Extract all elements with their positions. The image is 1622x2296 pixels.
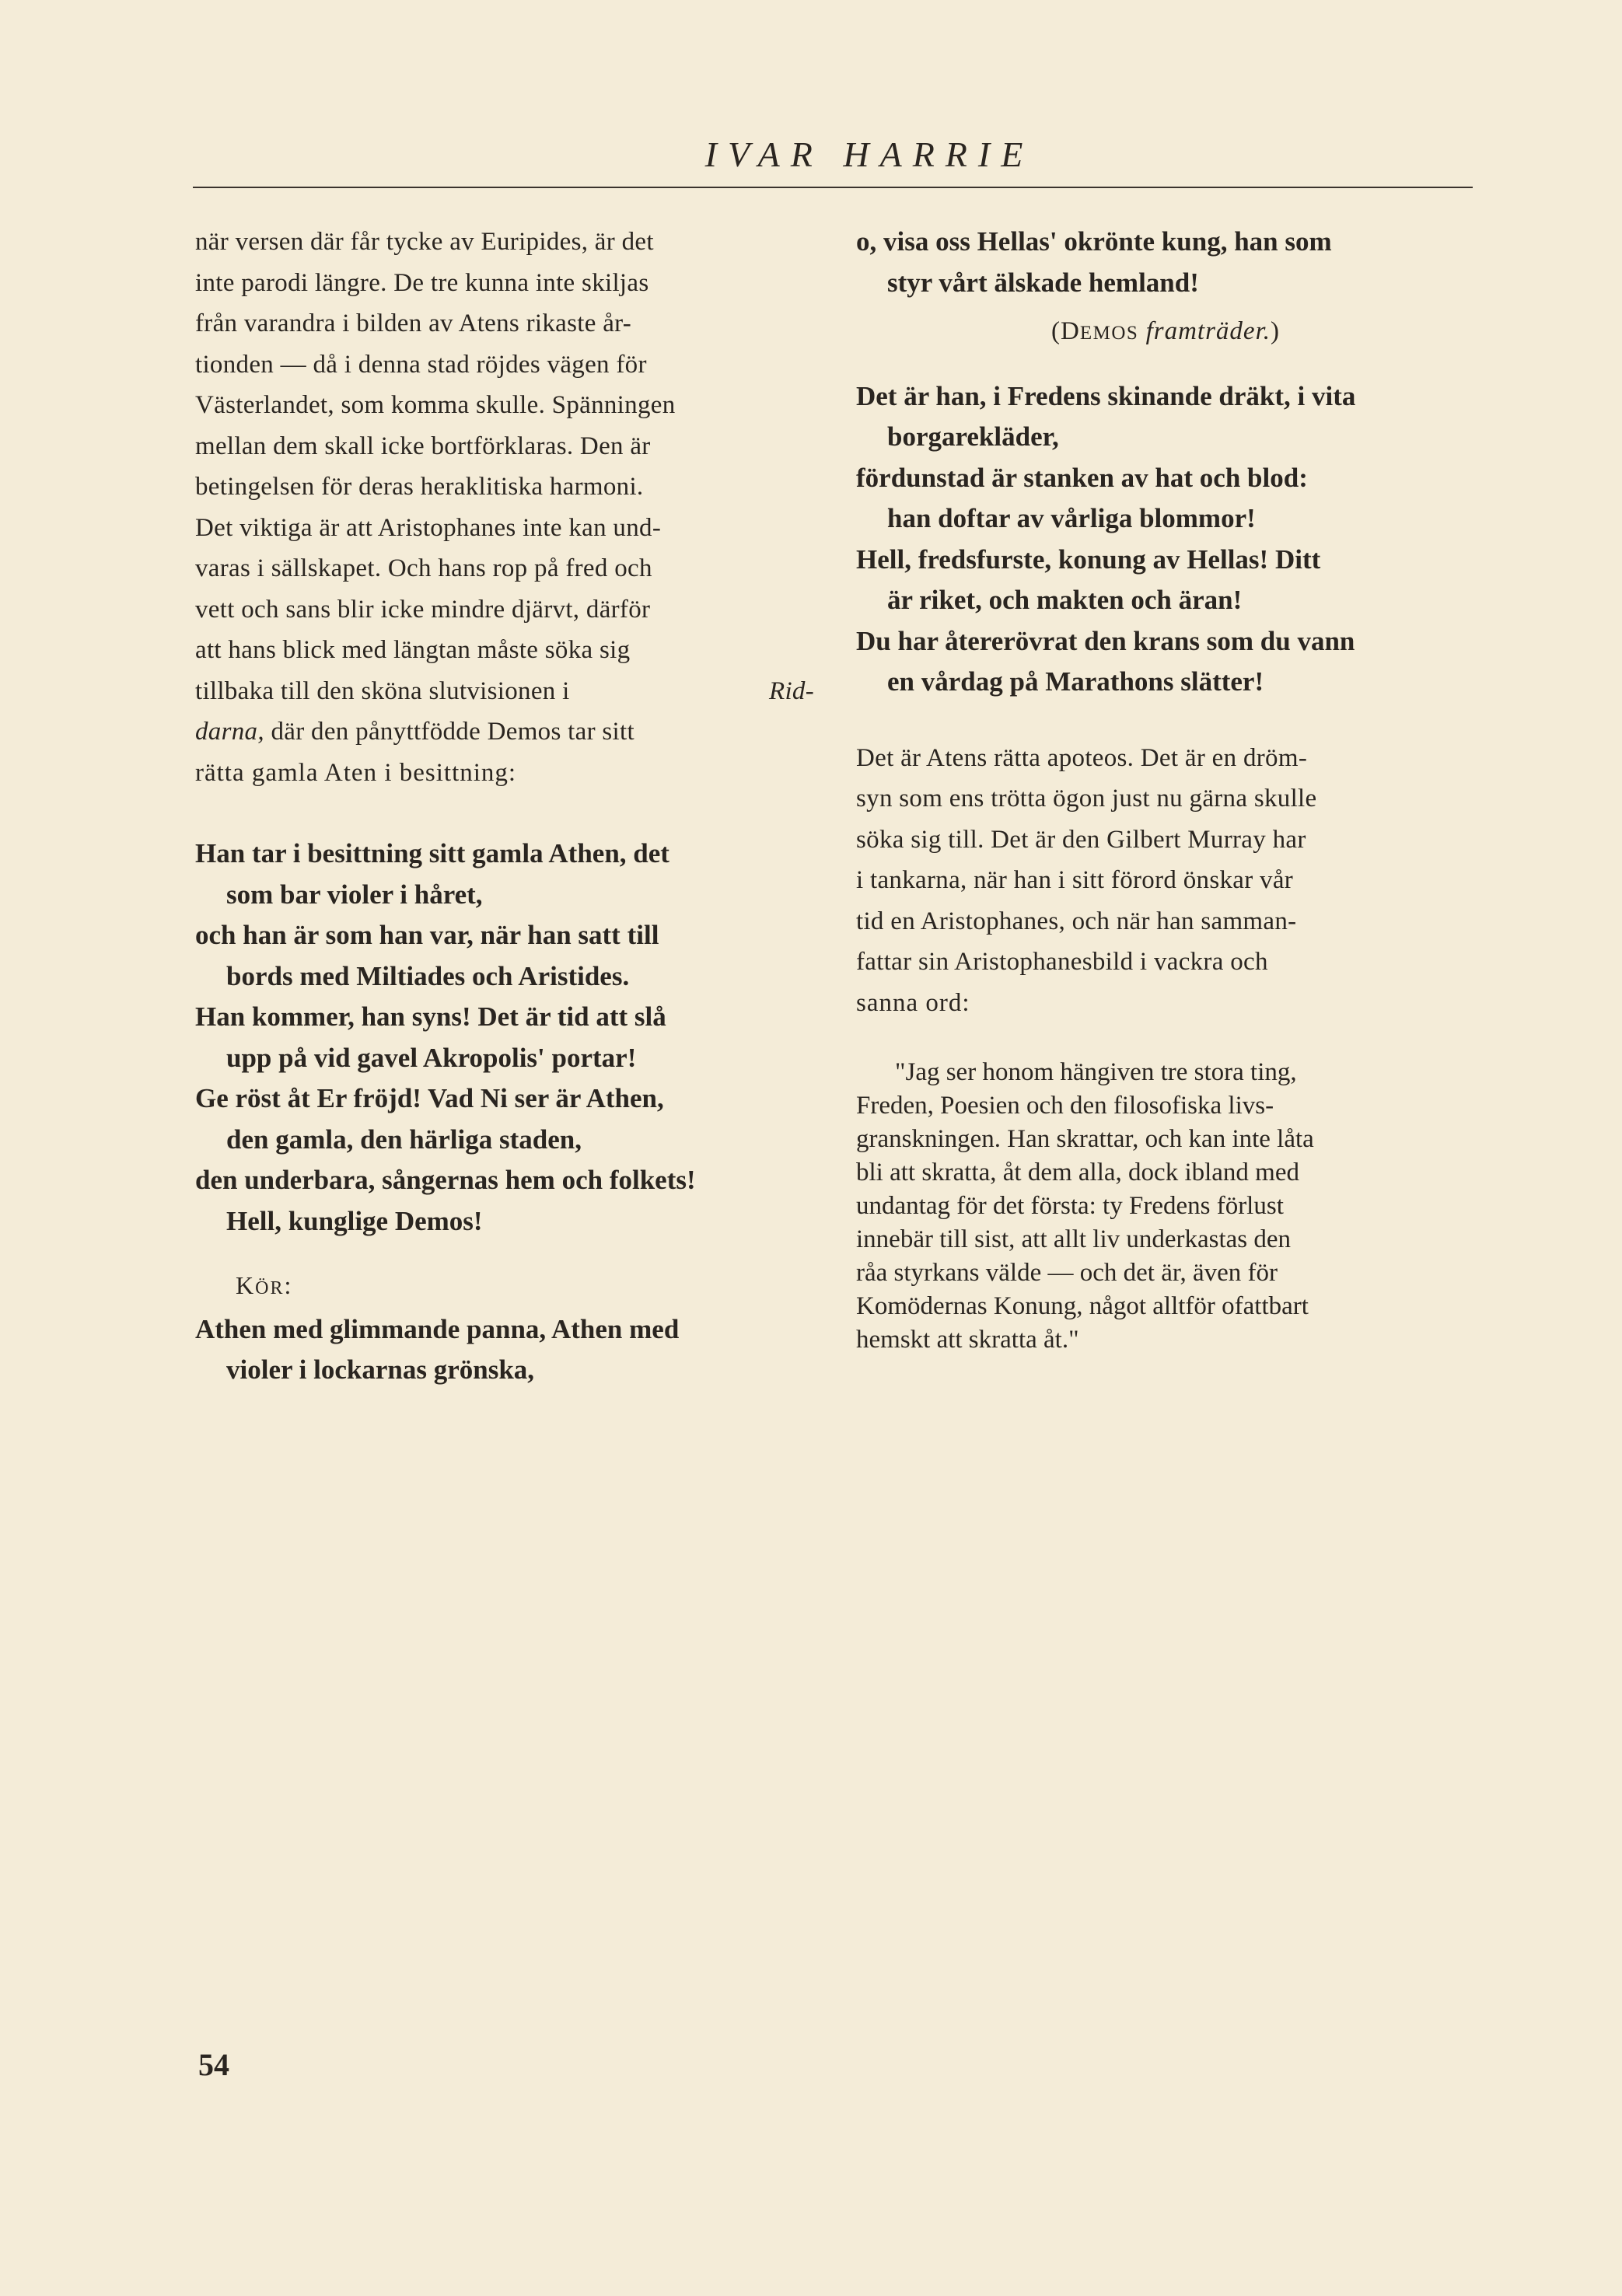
quote-line: Komödernas Konung, något alltför ofattbart	[856, 1292, 1309, 1320]
speaker-rest: ÖR	[255, 1278, 285, 1298]
text-line: fattar sin Aristophanesbild i vackra och	[856, 948, 1268, 976]
verse-line-part: som bar violer i håret,	[226, 879, 483, 910]
verse-line-part: fördunstad är stanken av hat och blod:	[856, 462, 1308, 493]
quote-line: råa styrkans välde — och det är, även för	[856, 1259, 1278, 1287]
verse-line-part: Hell, fredsfurste, konung av Hellas! Ditt	[856, 543, 1321, 575]
quote-line: innebär till sist, att allt liv underkastas den	[856, 1225, 1292, 1253]
stage-direction	[856, 311, 1475, 355]
verse-block	[195, 833, 814, 1242]
right-paragraph	[856, 738, 1475, 1024]
text-line: Västerlandet, som komma skulle. Spänningen	[195, 391, 676, 419]
block-quote	[856, 1056, 1475, 1357]
verse-line-part: borgarekläder,	[887, 421, 1059, 452]
header-rule	[193, 187, 1473, 188]
verse-line-part: Athen med glimmande panna, Athen med	[195, 1313, 680, 1344]
verse-line	[195, 833, 814, 915]
running-title: IVAR HARRIE	[704, 135, 1034, 174]
left-paragraph	[195, 222, 814, 793]
text-line: Det viktiga är att Aristophanes inte kan und-	[195, 513, 662, 542]
verse-line	[856, 376, 1475, 458]
verse-line-part: Det är han, i Fredens skinande dräkt, i vita	[856, 380, 1356, 411]
verse-line	[856, 458, 1475, 540]
quote-line: hemskt att skratta åt."	[856, 1326, 1079, 1354]
verse-line	[195, 1160, 814, 1242]
text-line: vett och sans blir icke mindre djärvt, därför	[195, 595, 651, 624]
verse-line-part: styr vårt älskade hemland!	[887, 267, 1199, 298]
verse-line-part: upp på vid gavel Akropolis' portar!	[226, 1042, 637, 1073]
verse-line-part: en vårdag på Marathons slätter!	[887, 666, 1264, 697]
verse-line	[856, 621, 1475, 703]
verse-line	[195, 997, 814, 1078]
verse-line	[195, 1309, 814, 1391]
speaker-label	[236, 1265, 814, 1309]
verse-line-part: Hell, kunglige Demos!	[226, 1205, 483, 1236]
text-line: söka sig till. Det är den Gilbert Murray har	[856, 825, 1306, 854]
text-line: varas i sällskapet. Och hans rop på fred och	[195, 554, 652, 582]
text-line: sanna ord:	[856, 988, 970, 1017]
verse-line-part: den gamla, den härliga staden,	[226, 1124, 582, 1155]
verse-block-main	[856, 376, 1475, 703]
text-line: syn som ens trötta ögon just nu gärna skulle	[856, 785, 1317, 813]
verse-line-part: den underbara, sångernas hem och folkets!	[195, 1165, 696, 1195]
page-number: 54	[198, 2047, 229, 2082]
text-line: i tankarna, när han i sitt förord önskar vår	[856, 866, 1294, 894]
verse-line-part: han doftar av vårliga blommor!	[887, 503, 1256, 533]
quote-line: "Jag ser honom hängiven tre stora ting,	[895, 1058, 1297, 1086]
quote-line: Freden, Poesien och den filosofiska livs-	[856, 1092, 1274, 1120]
verse-line	[195, 1078, 814, 1160]
verse-line-part: Ge röst åt Er fröjd! Vad Ni ser är Athen,	[195, 1083, 664, 1113]
verse-line	[195, 915, 814, 997]
quote-line: bli att skratta, åt dem alla, dock ibland med	[856, 1158, 1299, 1186]
verse-block-top	[856, 222, 1475, 303]
verse-line-part: violer i lockarnas grönska,	[226, 1354, 535, 1385]
stage-name-rest: EMOS	[1079, 323, 1139, 344]
text-fragment: där den pånyttfödde Demos tar sitt	[264, 718, 634, 746]
left-column	[195, 222, 814, 1391]
text-line	[195, 671, 814, 712]
verse-line-part: bords med Miltiades och Aristides.	[226, 960, 630, 991]
stage-close-paren: )	[1271, 317, 1280, 345]
text-fragment: tillbaka till den sköna slutvisionen i	[195, 676, 570, 705]
text-line: tid en Aristophanes, och när han samman-	[856, 907, 1297, 935]
text-line: Det är Atens rätta apoteos. Det är en dröm-	[856, 743, 1308, 772]
text-line	[195, 711, 814, 753]
stage-name-initial: D	[1061, 317, 1080, 345]
italic-title-fragment: darna,	[195, 718, 264, 746]
verse-line-part: och han är som han var, när han satt till	[195, 920, 659, 950]
text-line: mellan dem skall icke bortförklaras. Den är	[195, 432, 651, 460]
text-line: från varandra i bilden av Atens rikaste år-	[195, 309, 632, 337]
verse-line	[856, 222, 1475, 303]
text-line: tionden — då i denna stad röjdes vägen för	[195, 350, 647, 379]
text-line: när versen där får tycke av Euripides, är det	[195, 228, 654, 256]
right-column	[856, 222, 1475, 1357]
text-line: inte parodi längre. De tre kunna inte skiljas	[195, 268, 649, 297]
speaker-initial: K	[236, 1271, 256, 1299]
italic-title-fragment: Rid-	[768, 676, 814, 705]
stage-open-paren: (	[1051, 317, 1061, 345]
verse-line-part: Han tar i besittning sitt gamla Athen, det	[195, 838, 669, 868]
chorus-verse	[195, 1309, 814, 1391]
verse-line-part: Han kommer, han syns! Det är tid att slå	[195, 1001, 666, 1032]
stage-action: framträder.	[1145, 317, 1271, 345]
verse-line-part: Du har återerövrat den krans som du vann	[856, 625, 1355, 656]
verse-line-part: o, visa oss Hellas' okrönte kung, han som	[856, 226, 1332, 257]
verse-line	[856, 540, 1475, 621]
speaker-colon: :	[284, 1271, 293, 1299]
text-line: rätta gamla Aten i besittning:	[195, 758, 517, 787]
text-line: betingelsen för deras heraklitiska harmoni.	[195, 473, 644, 501]
text-line: att hans blick med längtan måste söka sig	[195, 636, 631, 664]
quote-line: granskningen. Han skrattar, och kan inte låta	[856, 1125, 1314, 1153]
verse-line-part: är riket, och makten och äran!	[887, 585, 1243, 615]
quote-line: undantag för det första: ty Fredens förlust	[856, 1192, 1284, 1220]
